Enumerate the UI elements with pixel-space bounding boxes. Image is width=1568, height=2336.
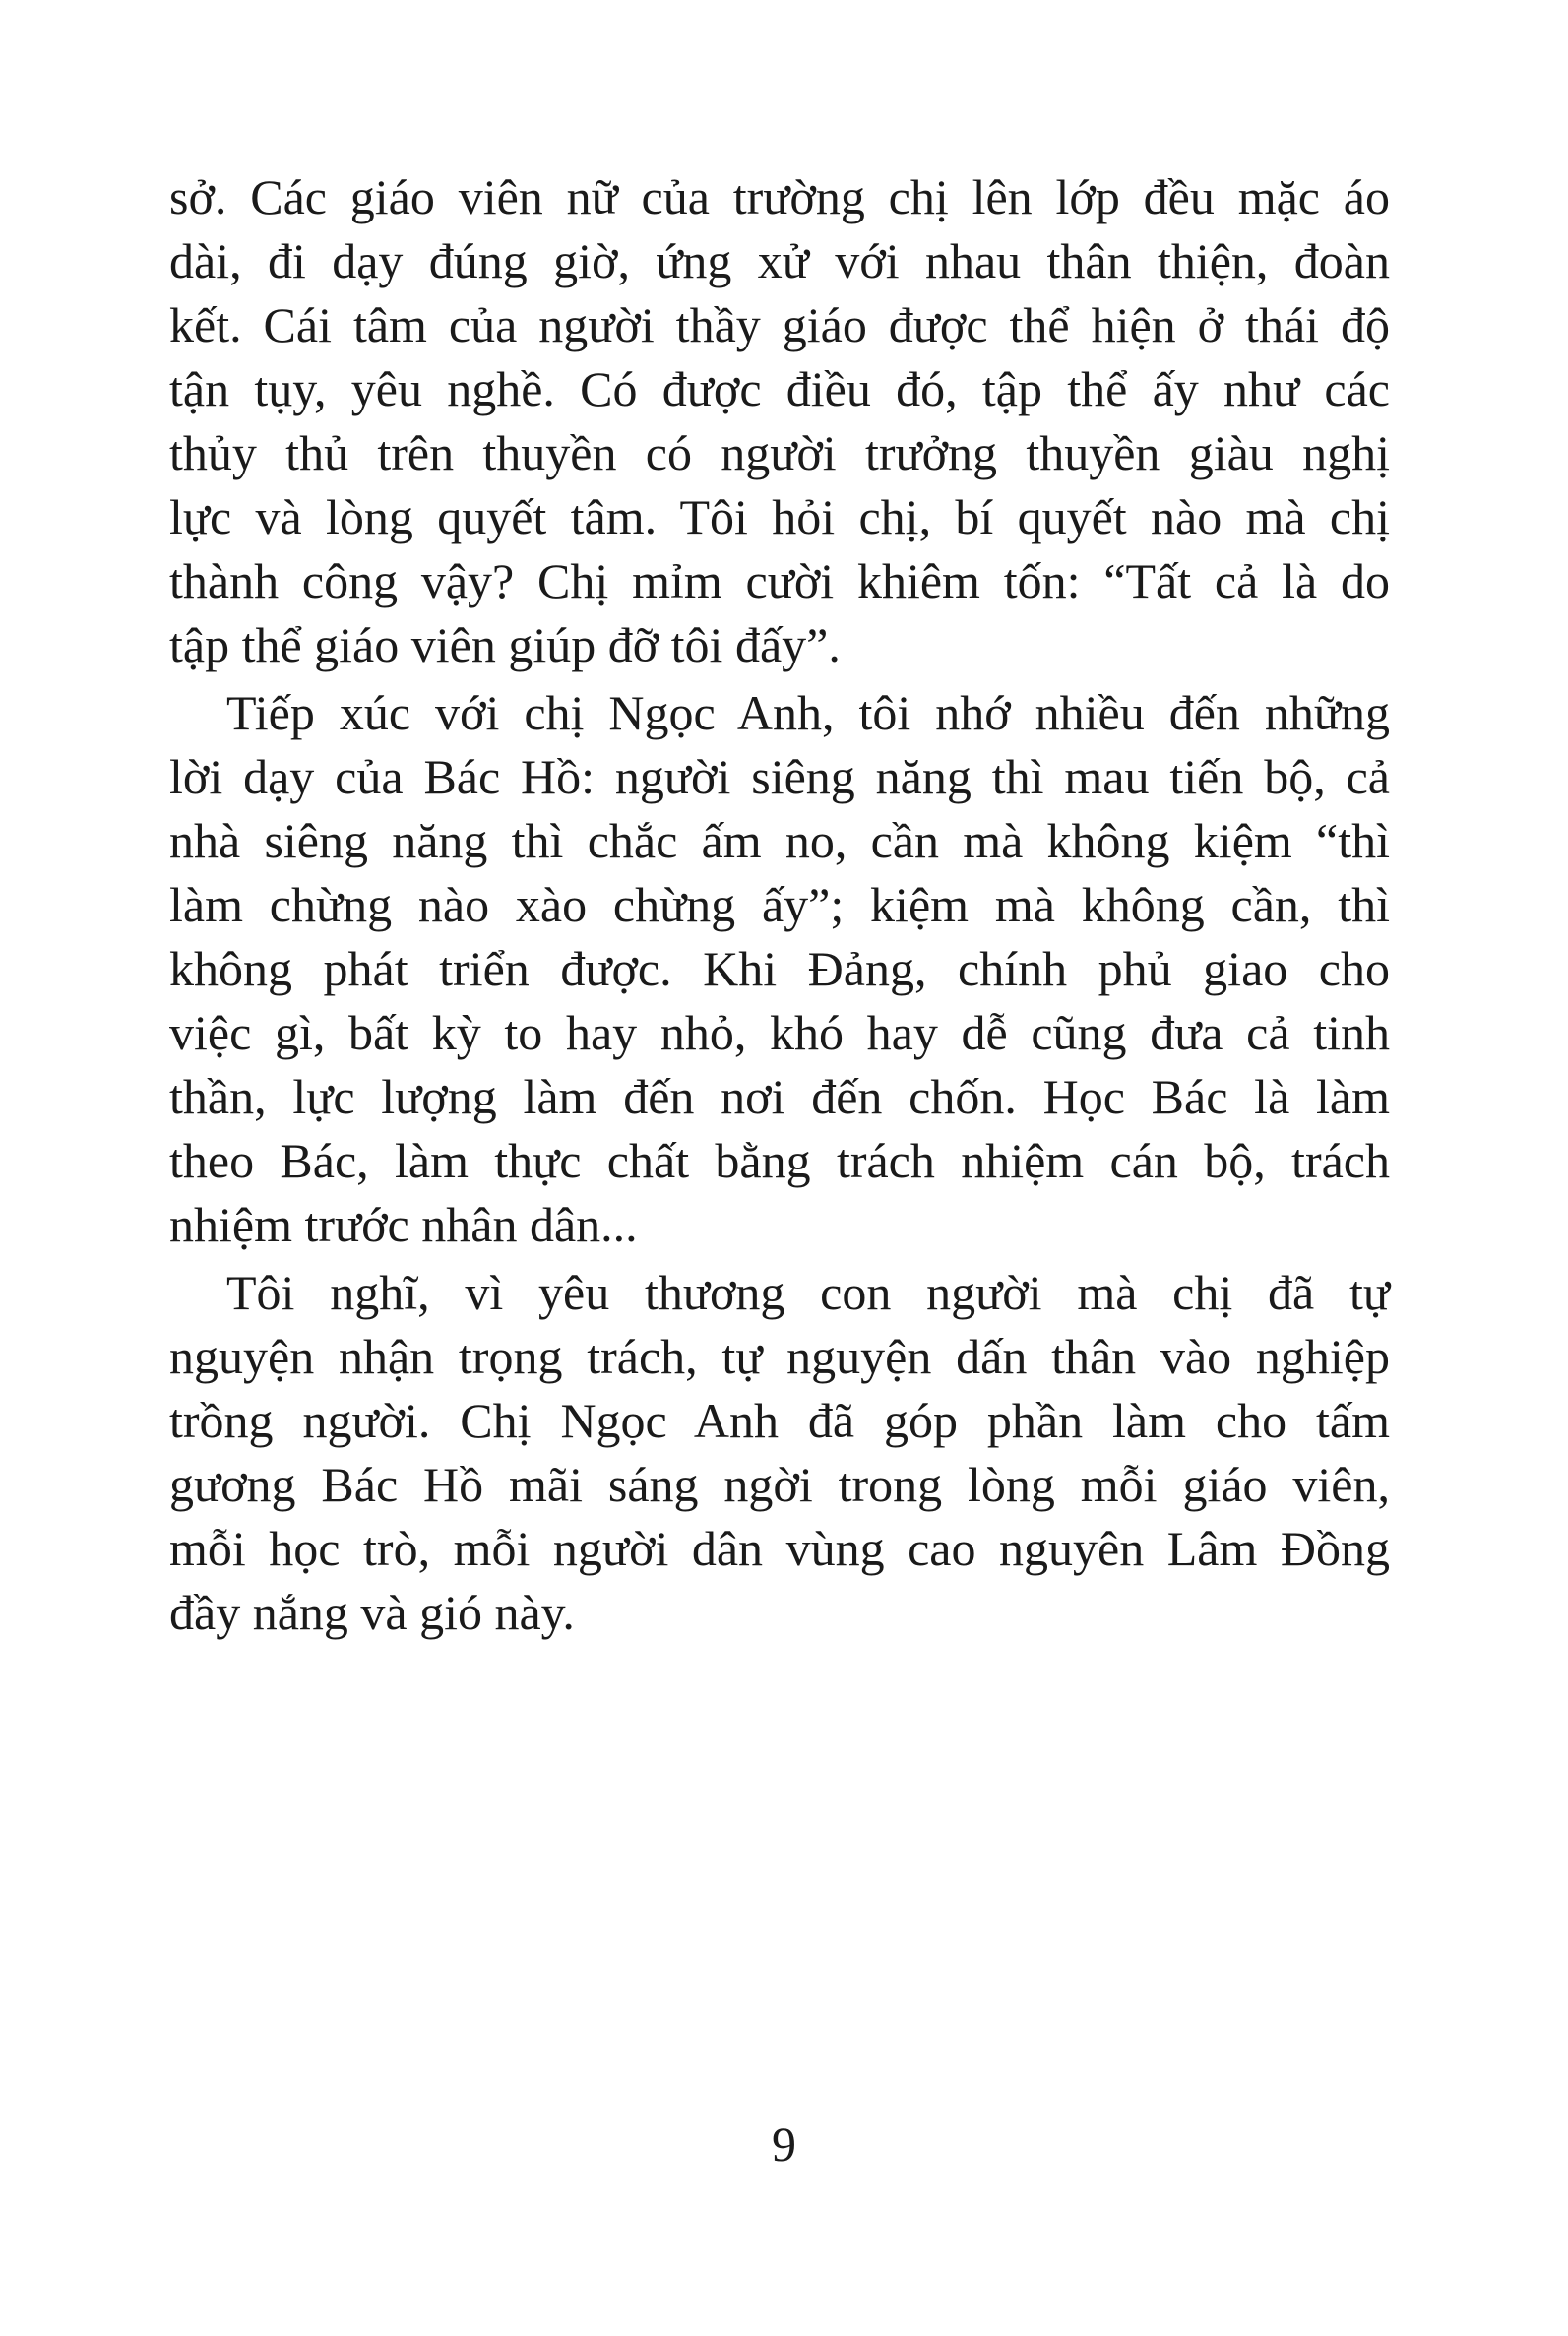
text-line: nhiệm trước nhân dân...: [169, 1197, 638, 1252]
text-line: thành công vậy? Chị mỉm cười khiêm tốn: “Tất cả là do: [169, 553, 1390, 608]
text-line: sở. Các giáo viên nữ của trường chị lên lớp đều mặc áo: [169, 169, 1390, 224]
text-line: Tôi nghĩ, vì yêu thương con người mà chị đã tự: [226, 1265, 1390, 1320]
paragraph-2: [169, 681, 1390, 1257]
text-line: thần, lực lượng làm đến nơi đến chốn. Học Bác là làm: [169, 1069, 1390, 1124]
paragraph-1: [169, 165, 1390, 677]
text-line: kết. Cái tâm của người thầy giáo được thể hiện ở thái độ: [169, 297, 1390, 352]
text-line: dài, đi dạy đúng giờ, ứng xử với nhau thân thiện, đoàn: [169, 233, 1390, 288]
text-line: nguyện nhận trọng trách, tự nguyện dấn thân vào nghiệp: [169, 1329, 1390, 1384]
text-line: mỗi học trò, mỗi người dân vùng cao nguyên Lâm Đồng: [169, 1521, 1390, 1576]
paragraph-3: [169, 1261, 1390, 1645]
text-line: theo Bác, làm thực chất bằng trách nhiệm cán bộ, trách: [169, 1133, 1390, 1188]
text-line: trồng người. Chị Ngọc Anh đã góp phần làm cho tấm: [169, 1393, 1390, 1448]
text-line: không phát triển được. Khi Đảng, chính phủ giao cho: [169, 941, 1390, 996]
text-line: gương Bác Hồ mãi sáng ngời trong lòng mỗi giáo viên,: [169, 1457, 1390, 1512]
text-line: Tiếp xúc với chị Ngọc Anh, tôi nhớ nhiều đến những: [226, 685, 1390, 740]
text-line: đầy nắng và gió này.: [169, 1585, 575, 1640]
text-line: lời dạy của Bác Hồ: người siêng năng thì mau tiến bộ, cả: [169, 749, 1390, 804]
text-line: việc gì, bất kỳ to hay nhỏ, khó hay dễ cũng đưa cả tinh: [169, 1005, 1390, 1060]
text-line: nhà siêng năng thì chắc ấm no, cần mà không kiệm “thì: [169, 813, 1390, 868]
text-line: thủy thủ trên thuyền có người trưởng thuyền giàu nghị: [169, 425, 1390, 480]
text-line: tập thể giáo viên giúp đỡ tôi đấy”.: [169, 617, 841, 672]
text-line: lực và lòng quyết tâm. Tôi hỏi chị, bí quyết nào mà chị: [169, 489, 1390, 544]
text-line: làm chừng nào xào chừng ấy”; kiệm mà không cần, thì: [169, 877, 1390, 932]
body-text: [169, 165, 1390, 1649]
page-number: 9: [772, 2116, 796, 2172]
text-line: tận tụy, yêu nghề. Có được điều đó, tập thể ấy như các: [169, 361, 1390, 416]
